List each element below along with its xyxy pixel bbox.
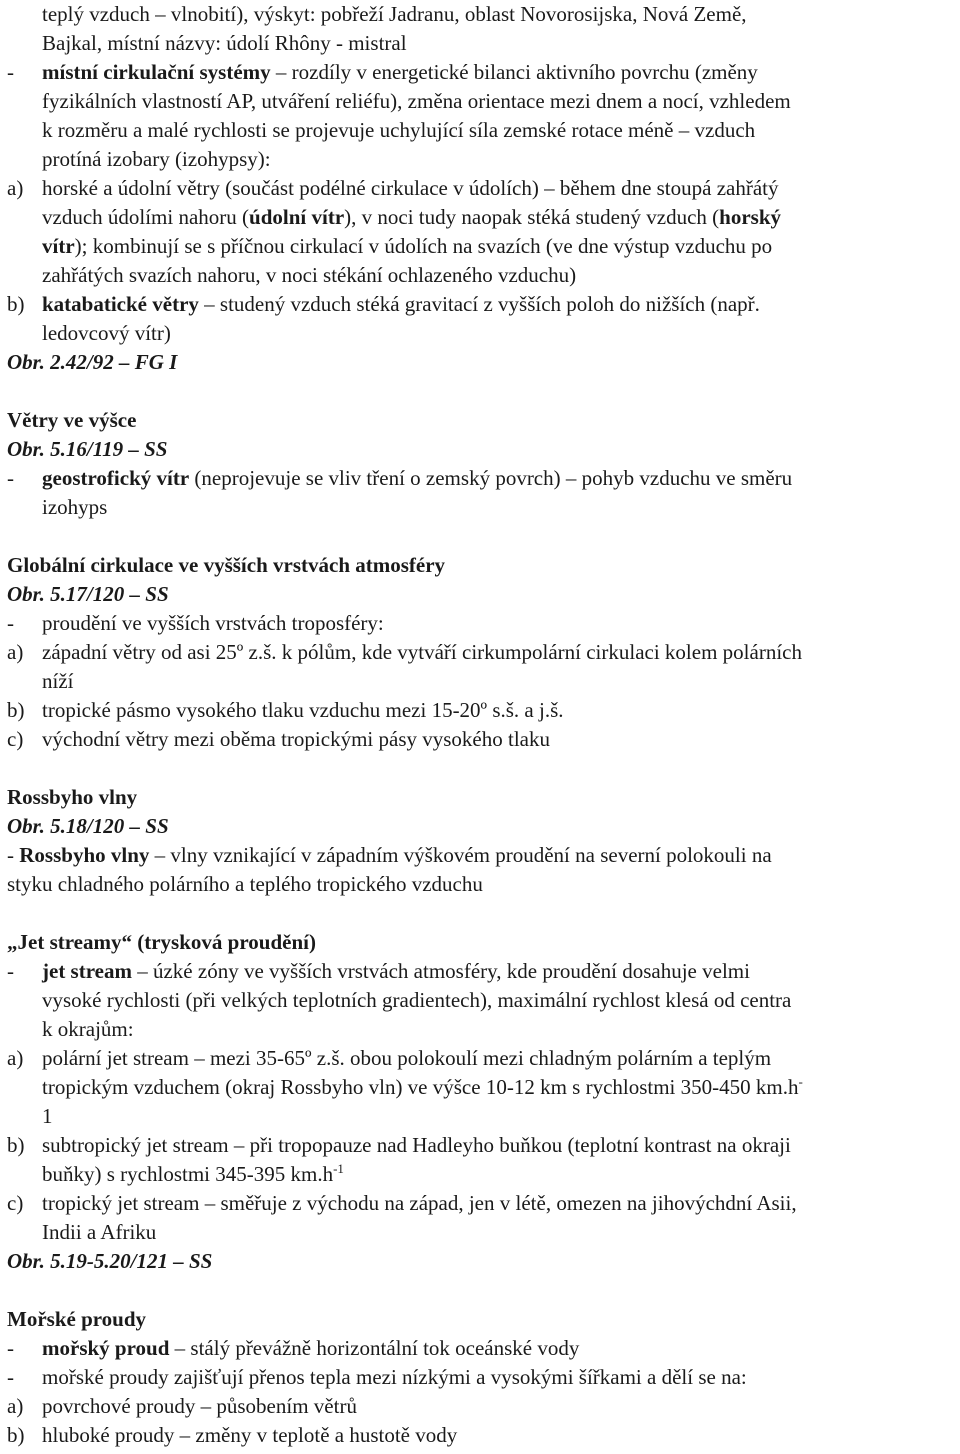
list-item-katabatic-winds: b) katabatické větry – studený vzduch stéká gravitací z vyšších poloh do nižších (např. — [7, 292, 760, 316]
text-line: teplý vzduch – vlnobití), výskyt: pobřeží Jadranu, oblast Novorosijska, Nová Země, — [42, 2, 747, 26]
text-line: níží — [42, 669, 74, 693]
section-heading-winds-aloft: Větry ve výšce — [7, 408, 137, 432]
section-heading-global-circulation: Globální cirkulace ve vyšších vrstvách atmosféry — [7, 553, 446, 577]
list-item-easterlies: c) východní větry mezi oběma tropickými pásy vysokého tlaku — [7, 727, 550, 751]
text-line: tropickým vzduchem (okraj Rossbyho vln) ve výšce 10-12 km s rychlostmi 350-450 km.h- — [42, 1074, 803, 1099]
text-line: k rozměru a malé rychlosti se projevuje uchylující síla zemské rotace méně – vzduch — [42, 118, 756, 142]
list-item-westerlies: a) západní větry od asi 25º z.š. k pólům, kde vytváří cirkumpolární cirkulaci kolem polárních — [7, 640, 802, 664]
figure-reference: Obr. 5.18/120 – SS — [7, 814, 169, 838]
text-line: buňky) s rychlostmi 345-395 $km.h^{-1}$ — [42, 1161, 344, 1186]
list-item-subtropical-jet: b) subtropický jet stream – při tropopauze nad Hadleyho buňkou (teplotní kontrast na okraji — [7, 1133, 791, 1157]
list-item: - mořské proudy zajišťují přenos tepla mezi nízkými a vysokými šířkami a dělí se na: — [7, 1365, 747, 1389]
figure-reference: Obr. 5.16/119 – SS — [7, 437, 168, 461]
list-item-surface-currents: a) povrchové proudy – působením větrů — [7, 1394, 357, 1418]
list-item-local-circulation: - místní cirkulační systémy – rozdíly v energetické bilanci aktivního povrchu (změny — [7, 60, 758, 84]
list-item-tropical-high: b) tropické pásmo vysokého tlaku vzduchu mezi 15-20º s.š. a j.š. — [7, 698, 564, 722]
figure-reference: Obr. 2.42/92 – FG I — [7, 350, 178, 374]
figure-reference: Obr. 5.19-5.20/121 – SS — [7, 1249, 213, 1273]
text-line: vzduch údolími nahoru (údolní vítr), v noci tudy naopak stéká studený vzduch (horský — [42, 205, 782, 229]
text-line: fyzikálních vlastností AP, utváření reliéfu), změna orientace mezi dnem a nocí, vzhledem — [42, 89, 791, 113]
section-heading-ocean-currents: Mořské proudy — [7, 1307, 147, 1331]
list-item-jet-stream: - jet stream – úzké zóny ve vyšších vrstvách atmosféry, kde proudění dosahuje velmi — [7, 959, 750, 983]
list-item-polar-jet: a) polární jet stream – mezi 35-65º z.š. obou polokoulí mezi chladným polárním a teplým — [7, 1046, 772, 1070]
text-line: izohyps — [42, 495, 108, 519]
text-line: ledovcový vítr) — [42, 321, 171, 345]
list-item-ocean-current: - mořský proud – stálý převážně horizontální tok oceánské vody — [7, 1336, 580, 1360]
text-line: vysoké rychlosti (při velkých teplotních gradientech), maximální rychlost klesá od centra — [42, 988, 792, 1012]
text-line: protíná izobary (izohypsy): — [42, 147, 271, 171]
text-line: - Rossbyho vlny – vlny vznikající v západním výškovém proudění na severní polokouli na — [7, 843, 772, 867]
text-line: styku chladného polárního a teplého tropického vzduchu — [7, 872, 483, 896]
text-line: k okrajům: — [42, 1017, 134, 1041]
list-item: - proudění ve vyšších vrstvách troposféry: — [7, 611, 384, 635]
figure-reference: Obr. 5.17/120 – SS — [7, 582, 169, 606]
section-heading-jet-streams: „Jet streamy“ (trysková proudění) — [7, 930, 316, 954]
text-line: zahřátých svazích nahoru, v noci stékání ochlazeného vzduchu) — [42, 263, 577, 287]
text-line: vítr); kombinují se s příčnou cirkulací v údolích na svazích (ve dne výstup vzduchu po — [42, 234, 773, 258]
list-item-tropical-jet: c) tropický jet stream – směřuje z východu na západ, jen v létě, omezen na jihovýchdní Asii, — [7, 1191, 797, 1215]
list-item-geostrophic-wind: - geostrofický vítr (neprojevuje se vliv tření o zemský povrch) – pohyb vzduchu ve směru — [7, 466, 793, 490]
section-heading-rossby-waves: Rossbyho vlny — [7, 785, 138, 809]
text-line: 1 — [42, 1104, 53, 1128]
text-line: Bajkal, místní názvy: údolí Rhôny - mistral — [42, 31, 407, 55]
list-item-mountain-valley-winds: a) horské a údolní větry (součást podélné cirkulace v údolích) – během dne stoupá zahřátý — [7, 176, 779, 200]
list-item-deep-currents: b) hluboké proudy – změny v teplotě a hustotě vody — [7, 1423, 458, 1447]
text-line: Indii a Afriku — [42, 1220, 157, 1244]
